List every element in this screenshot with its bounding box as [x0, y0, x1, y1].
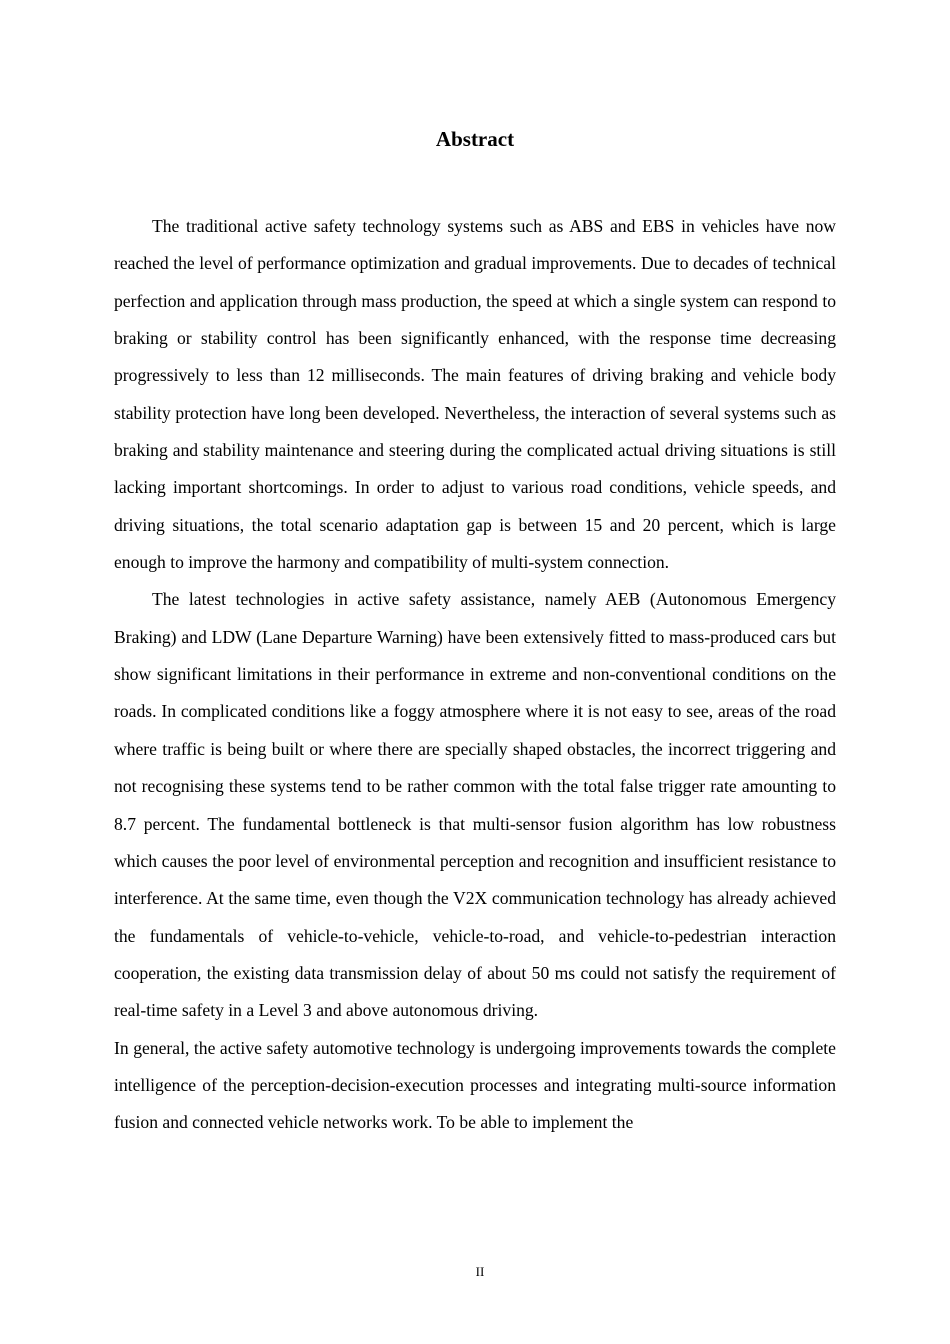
abstract-paragraph-2: The latest technologies in active safety assistance, namely AEB (Autonomous Emergency Braking) and LDW (Lane Departure Warning) have been extensively fitted to mass-produced cars but show significant limitations in their performance in extreme and non-conventional conditions on the roads. In complicated conditions like a foggy atmosphere where it is not easy to see, areas of the road where traffic is being built or where there are specially shaped obstacles, the incorrect triggering and not recognising these systems tend to be rather common with the total false trigger rate amounting to 8.7 percent. The fundamental bottleneck is that multi-sensor fusion algorithm has low robustness which causes the poor level of environmental perception and recognition and insufficient resistance to interference. At the same time, even though the V2X communication technology has already achieved the fundamentals of vehicle-to-vehicle, vehicle-to-road, and vehicle-to-pedestrian interaction cooperation, the existing data transmission delay of about 50 ms could not satisfy the requirement of real-time safety in a Level 3 and above autonomous driving. — [114, 589, 836, 1021]
abstract-paragraph-1: The traditional active safety technology systems such as ABS and EBS in vehicles have now reached the level of performance optimization and gradual improvements. Due to decades of technical perfection and application through mass production, the speed at which a single system can respond to braking or stability control has been significantly enhanced, with the response time decreasing progressively to less than 12 milliseconds. The main features of driving braking and vehicle body stability protection have long been developed. Nevertheless, the interaction of several systems such as braking and stability maintenance and steering during the complicated actual driving situations is still lacking important shortcomings. In order to adjust to various road conditions, vehicle speeds, and driving situations, the total scenario adaptation gap is between 15 and 20 percent, which is large enough to improve the harmony and compatibility of multi-system connection. — [114, 216, 836, 573]
abstract-body — [114, 208, 836, 1142]
abstract-paragraph-3: In general, the active safety automotive technology is undergoing improvements towards the complete intelligence of the perception-decision-execution processes and integrating multi-source information fusion and connected vehicle networks work. To be able to implement the — [114, 1037, 836, 1133]
page-number: II — [475, 1264, 485, 1279]
page-title: Abstract — [435, 127, 515, 151]
